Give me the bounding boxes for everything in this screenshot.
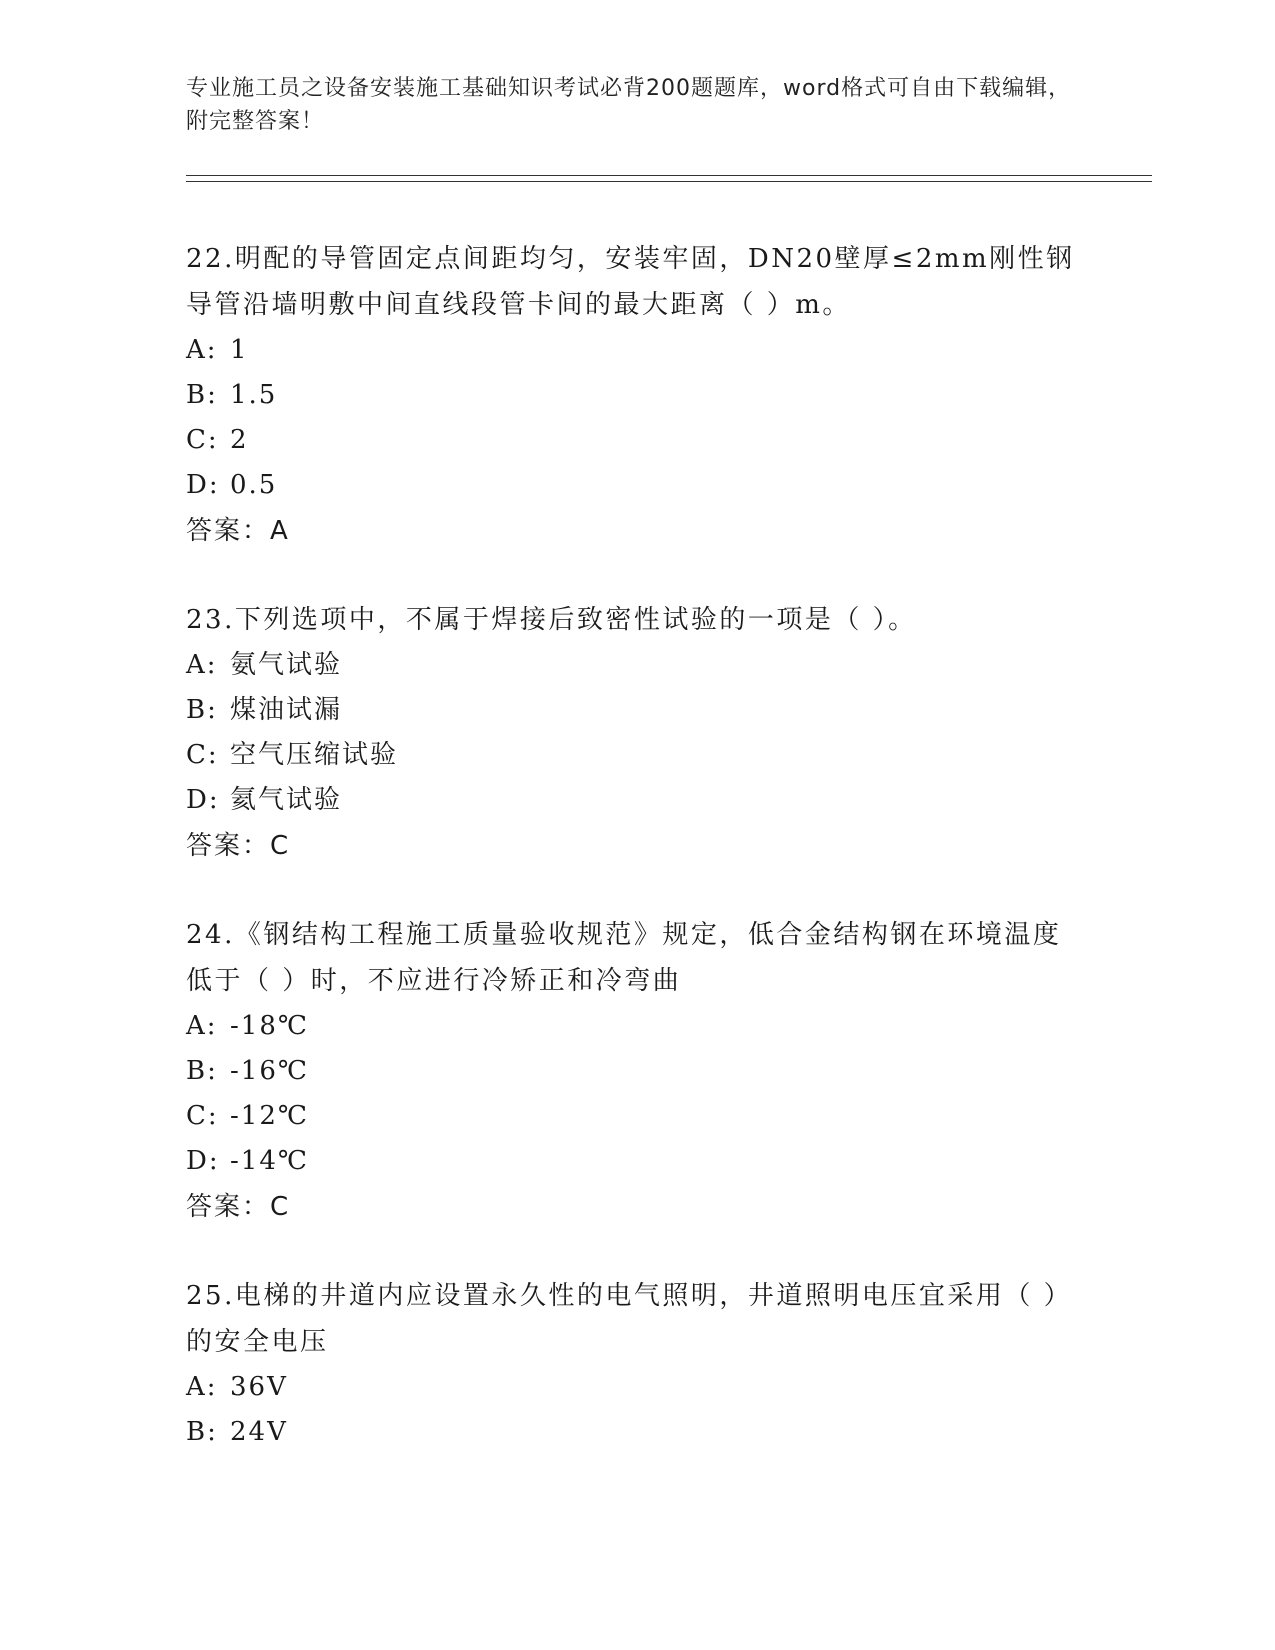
question-stem: 24.《钢结构工程施工质量验收规范》规定，低合金结构钢在环境温度低于（ ）时，不应进行冷矫正和冷弯曲: [186, 920, 1062, 996]
option-text: 36V: [230, 1372, 288, 1402]
option-letter: A:: [186, 335, 218, 365]
question-25: [186, 1273, 1086, 1455]
option-letter: C:: [186, 740, 219, 770]
option-c: [186, 418, 1086, 463]
option-a: [186, 1004, 1086, 1049]
option-c: [186, 733, 1086, 778]
option-letter: D:: [186, 785, 220, 815]
option-d: [186, 778, 1086, 823]
option-b: [186, 373, 1086, 418]
option-letter: A:: [186, 1011, 218, 1041]
option-letter: D:: [186, 1146, 220, 1176]
question-24: [186, 912, 1086, 1230]
option-letter: B:: [186, 695, 218, 725]
option-letter: B:: [186, 1417, 218, 1447]
option-letter: C:: [186, 425, 219, 455]
option-text: 氦气试验: [230, 785, 343, 815]
option-a: [186, 643, 1086, 688]
option-text: 0.5: [230, 470, 278, 500]
option-b: [186, 1410, 1086, 1455]
option-letter: A:: [186, 1372, 218, 1402]
option-a: [186, 1365, 1086, 1410]
option-b: [186, 688, 1086, 733]
question-stem: 25.电梯的井道内应设置永久性的电气照明，井道照明电压宜采用（ ）的安全电压: [186, 1281, 1073, 1357]
option-text: 2: [230, 425, 249, 455]
option-text: -16℃: [230, 1056, 309, 1086]
question-stem: 22.明配的导管固定点间距均匀，安装牢固，DN20壁厚≤2mm刚性钢导管沿墙明敷中间直线段管卡间的最大距离（ ）m。: [186, 244, 1075, 320]
option-letter: D:: [186, 470, 220, 500]
option-text: 1: [230, 335, 249, 365]
option-text: 1.5: [230, 380, 278, 410]
question-list: [186, 236, 1086, 1498]
question-22: [186, 236, 1086, 554]
answer-line: 答案：C: [186, 1192, 291, 1222]
option-c: [186, 1094, 1086, 1139]
option-text: -18℃: [230, 1011, 309, 1041]
option-d: [186, 1139, 1086, 1184]
option-b: [186, 1049, 1086, 1094]
header-rule-top: [186, 175, 1152, 176]
question-stem: 23.下列选项中，不属于焊接后致密性试验的一项是（ ）。: [186, 605, 917, 635]
answer-line: 答案：C: [186, 831, 291, 861]
document-header-title: 专业施工员之设备安装施工基础知识考试必背200题题库，word格式可自由下载编辑，附完整答案！: [186, 76, 1072, 134]
option-text: 空气压缩试验: [230, 740, 399, 770]
option-text: -12℃: [230, 1101, 309, 1131]
answer-line: 答案：A: [186, 516, 290, 546]
option-text: 氨气试验: [230, 650, 343, 680]
option-letter: B:: [186, 1056, 218, 1086]
option-d: [186, 463, 1086, 508]
option-text: 煤油试漏: [230, 695, 343, 725]
option-letter: A:: [186, 650, 218, 680]
header-rule-bottom: [186, 181, 1152, 182]
option-a: [186, 328, 1086, 373]
question-23: [186, 597, 1086, 869]
option-text: -14℃: [230, 1146, 309, 1176]
option-text: 24V: [230, 1417, 288, 1447]
option-letter: C:: [186, 1101, 219, 1131]
option-letter: B:: [186, 380, 218, 410]
